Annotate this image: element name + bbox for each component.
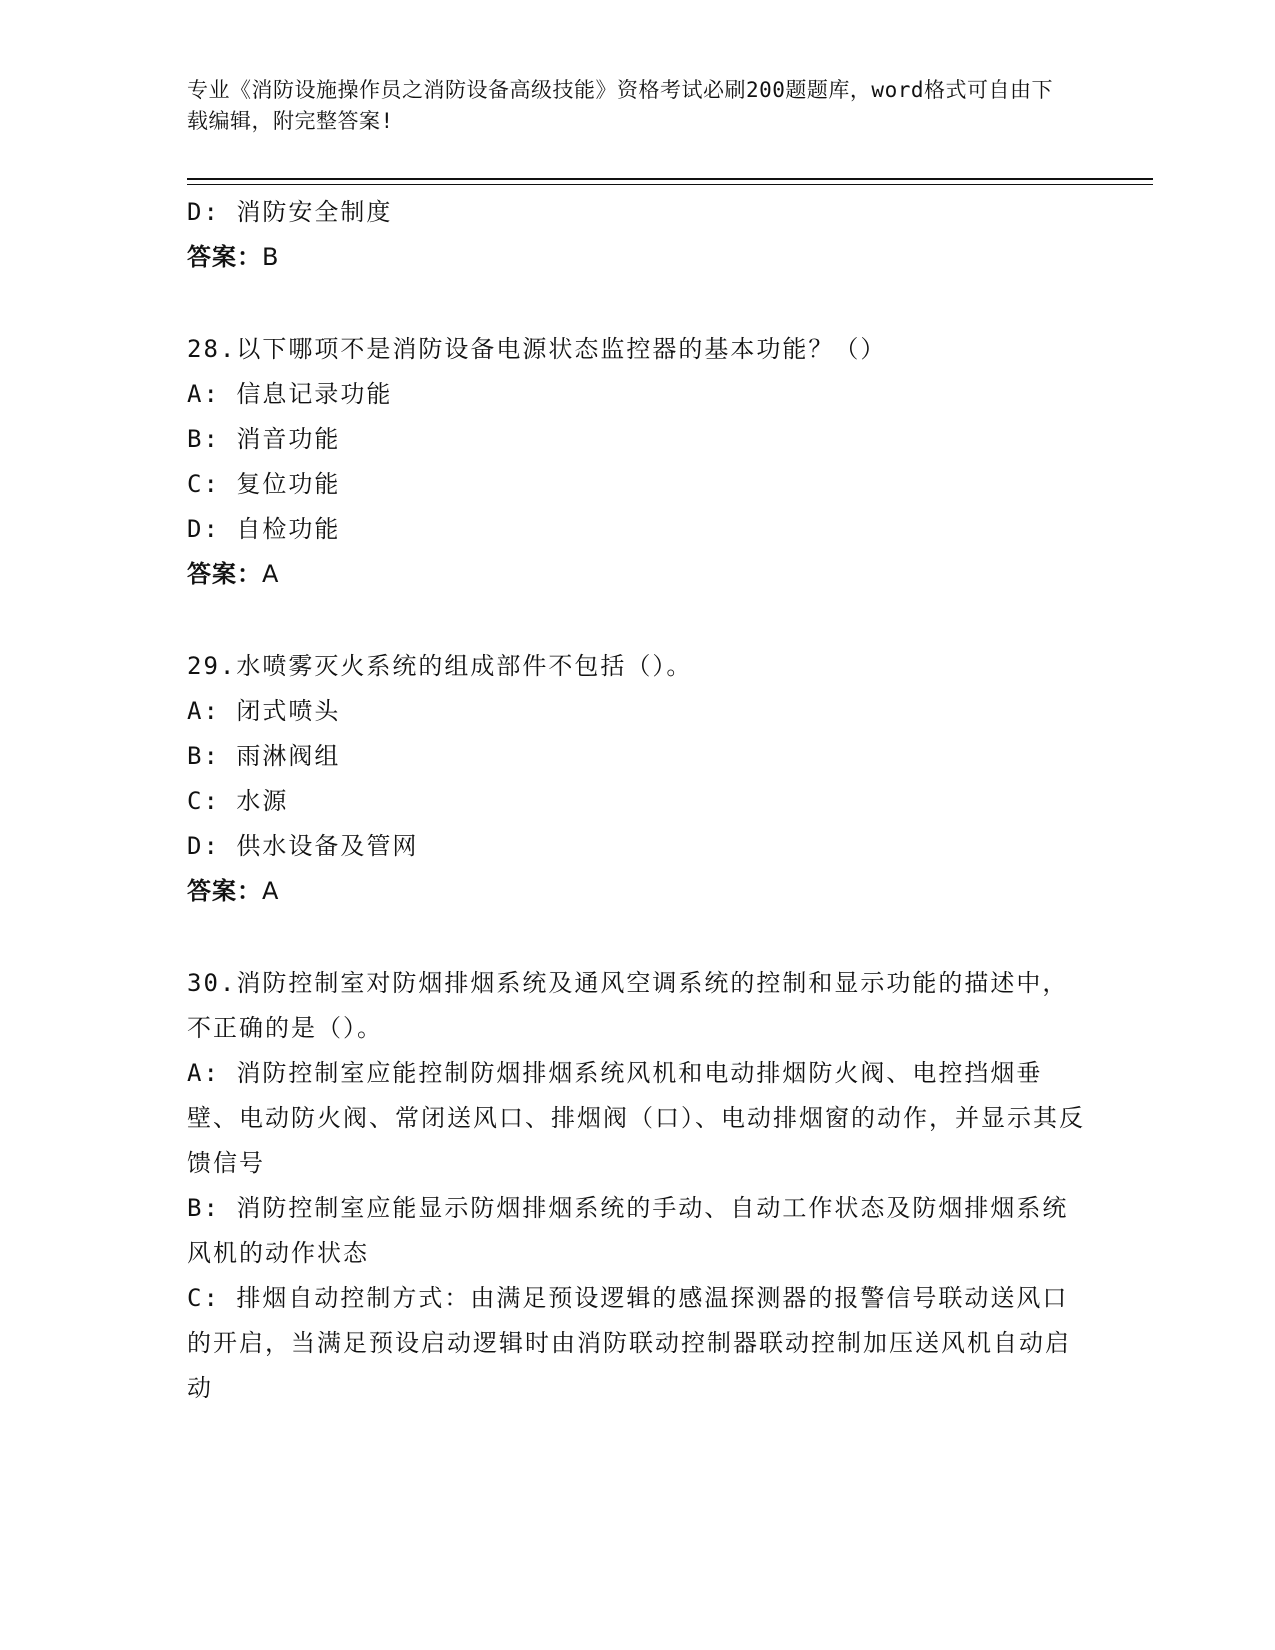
question-title: 28.以下哪项不是消防设备电源状态监控器的基本功能？（） <box>187 335 887 363</box>
question-title: 30.消防控制室对防烟排烟系统及通风空调系统的控制和显示功能的描述中，不正确的是（）。 <box>187 969 1069 1042</box>
answer-line <box>187 235 1087 280</box>
option-b: B: 雨淋阀组 <box>187 742 341 770</box>
option-b: B: 消音功能 <box>187 425 341 453</box>
answer-line <box>187 552 1087 597</box>
option-c: C: 水源 <box>187 787 289 815</box>
option-a: A: 信息记录功能 <box>187 380 393 408</box>
question-30 <box>187 961 1087 1411</box>
spacer <box>187 280 1087 327</box>
option-b: B: 消防控制室应能显示防烟排烟系统的手动、自动工作状态及防烟排烟系统风机的动作状态 <box>187 1194 1069 1267</box>
option-a: A: 闭式喷头 <box>187 697 341 725</box>
question-28 <box>187 327 1087 597</box>
spacer <box>187 597 1087 644</box>
answer-label: 答案： <box>187 877 262 905</box>
answer-label: 答案： <box>187 243 262 271</box>
option-d: D: 供水设备及管网 <box>187 832 419 860</box>
answer-value: B <box>262 243 281 271</box>
option-c: C: 复位功能 <box>187 470 341 498</box>
answer-value: A <box>262 560 281 588</box>
option-c: C: 排烟自动控制方式：由满足预设逻辑的感温探测器的报警信号联动送风口的开启，当满足预设启动逻辑时由消防联动控制器联动控制加压送风机自动启动 <box>187 1284 1071 1402</box>
option-d: D: 自检功能 <box>187 515 341 543</box>
question-29 <box>187 644 1087 914</box>
document-body <box>187 190 1087 1411</box>
question-title: 29.水喷雾灭火系统的组成部件不包括（）。 <box>187 652 693 680</box>
answer-label: 答案： <box>187 560 262 588</box>
option-d: D: 消防安全制度 <box>187 198 393 226</box>
answer-line <box>187 869 1087 914</box>
page-header: 专业《消防设施操作员之消防设备高级技能》资格考试必刷200题题库，word格式可自由下载编辑，附完整答案! <box>187 78 1053 133</box>
spacer <box>187 914 1087 961</box>
answer-value: A <box>262 877 281 905</box>
header-divider <box>187 178 1153 185</box>
option-a: A: 消防控制室应能控制防烟排烟系统风机和电动排烟防火阀、电控挡烟垂壁、电动防火阀、常闭送风口、排烟阀（口）、电动排烟窗的动作，并显示其反馈信号 <box>187 1059 1085 1177</box>
